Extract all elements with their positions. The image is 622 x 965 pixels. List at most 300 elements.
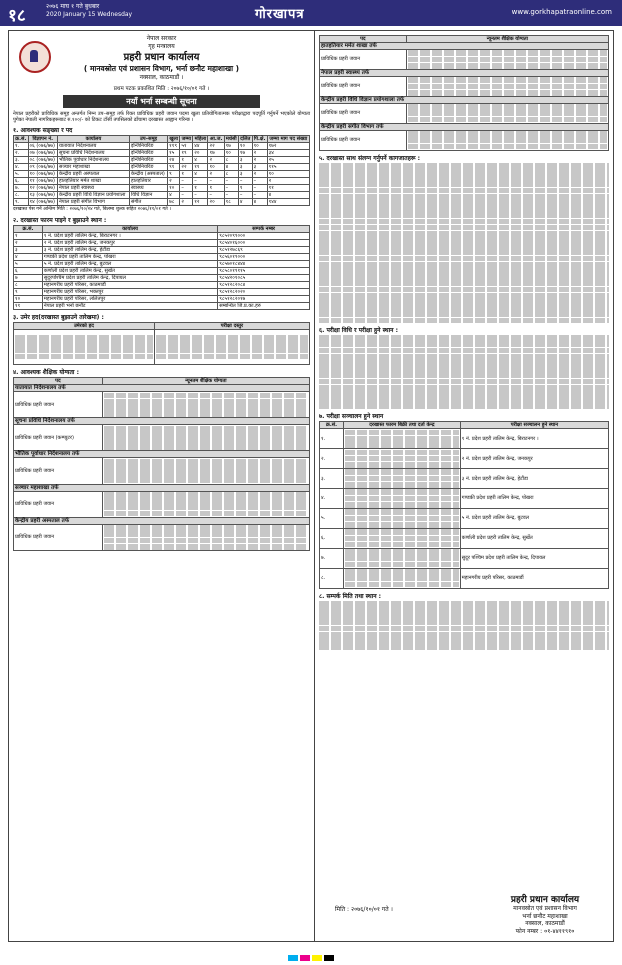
vacancy-cell: ०८ (०७६/७७) bbox=[28, 157, 57, 164]
post-cell: प्राविधिक प्रहरी जवान bbox=[14, 491, 103, 517]
vacancy-cell: ५१ bbox=[180, 143, 193, 150]
text-line bbox=[104, 399, 308, 405]
vacancy-cell: १२ (०७६/७७) bbox=[28, 185, 57, 192]
text-line bbox=[319, 341, 609, 347]
section4-title: ४. आवश्यक शैक्षिक योग्यता : bbox=[13, 369, 79, 377]
contact-cell: सम्बन्धित जि.प्र.का.हरु bbox=[218, 303, 310, 310]
text-line bbox=[408, 117, 607, 123]
newspaper-logo: गोरखापत्र bbox=[255, 7, 305, 22]
qual-header: न्यूनतम शैक्षिक योग्यता bbox=[102, 378, 309, 385]
section5-title: ५. दरखास्त साथ संलग्न गर्नुपर्ने कागजातहरू : bbox=[319, 154, 421, 162]
vacancy-cell: ४ bbox=[252, 199, 267, 206]
text-line bbox=[319, 280, 609, 286]
qual-header: न्यूनतम शैक्षिक योग्यता bbox=[406, 36, 608, 43]
vacancy-cell: – bbox=[252, 178, 267, 185]
vacancy-cell: इन्जिनियरिङ bbox=[129, 150, 167, 157]
text-line bbox=[319, 644, 609, 650]
vacancy-cell: ०९ (०७६/७७) bbox=[28, 164, 57, 171]
text-line bbox=[408, 110, 607, 116]
exam-header: क्र.सं. bbox=[320, 422, 344, 429]
vacancy-header: पि.क्षे. bbox=[253, 136, 266, 143]
vacancy-cell: सञ्चार महाशाखा bbox=[57, 164, 129, 171]
text-line bbox=[319, 638, 609, 644]
table-row: ८. महानगरीय प्रहरी परिसर, काठमाडौं bbox=[320, 568, 609, 588]
contact-cell: ९८५१२८२०१७ bbox=[218, 296, 310, 303]
vacancy-cell: १० bbox=[267, 171, 309, 178]
text-line bbox=[104, 525, 308, 531]
section3-title: ३. उमेर हद(दरखास्त बुझाउने तारेखमा) : bbox=[13, 314, 104, 322]
table-row bbox=[14, 240, 310, 247]
vacancy-cell: केन्द्रीय (अस्पताल) bbox=[129, 171, 167, 178]
contact-cell: ४ bbox=[14, 254, 43, 261]
vacancy-cell: १३ (०७६/७७) bbox=[28, 192, 57, 199]
text-line bbox=[104, 426, 308, 432]
vacancy-cell: २ bbox=[252, 171, 267, 178]
table-row bbox=[14, 199, 310, 206]
text-line bbox=[345, 529, 459, 535]
vacancy-cell: १७ bbox=[224, 143, 238, 150]
vacancy-cell: १७ bbox=[238, 150, 252, 157]
vacancy-cell: २ bbox=[168, 178, 180, 185]
contact-cell: ९८५४२०१०८५ bbox=[218, 275, 310, 282]
text-line bbox=[319, 318, 609, 324]
text-line bbox=[319, 200, 609, 206]
website-url[interactable]: www.gorkhapatraonline.com bbox=[511, 8, 612, 16]
qualification-cell bbox=[102, 425, 309, 451]
exam-header: दरखास्त फारम बिक्री तथा दर्ता केन्द्र bbox=[344, 422, 461, 429]
vacancy-cell: ४ bbox=[193, 157, 208, 164]
contact-cell: ९ bbox=[14, 289, 43, 296]
text-line bbox=[104, 411, 308, 417]
text-line bbox=[319, 206, 609, 212]
text-line bbox=[345, 575, 459, 581]
text-line bbox=[319, 354, 609, 360]
text-line bbox=[345, 496, 459, 502]
qualification-table bbox=[13, 377, 310, 551]
text-line bbox=[408, 63, 607, 69]
vacancy-cell: यातायात निर्देशनालय bbox=[57, 143, 129, 150]
text-line bbox=[319, 212, 609, 218]
table-row bbox=[14, 254, 310, 261]
vacancy-cell: २ bbox=[208, 171, 224, 178]
text-line bbox=[319, 181, 609, 187]
vacancy-cell: संगीत bbox=[129, 199, 167, 206]
text-line bbox=[319, 391, 609, 397]
vacancy-cell: २ bbox=[267, 178, 309, 185]
text-line bbox=[319, 225, 609, 231]
vacancy-cell: १ bbox=[238, 185, 252, 192]
group-title: केन्द्रीय प्रहरी संगीत विभाग तर्फ bbox=[320, 123, 609, 130]
vacancy-cell: इन्जिनियरिङ bbox=[129, 164, 167, 171]
group-title: हातहतियार मर्मत शाखा तर्फ bbox=[320, 43, 609, 50]
table-row bbox=[14, 157, 310, 164]
text-line bbox=[104, 465, 308, 471]
text-line bbox=[408, 90, 607, 96]
qual-header: पद bbox=[320, 36, 407, 43]
table-row bbox=[14, 282, 310, 289]
vacancy-cell: ७८ bbox=[168, 199, 180, 206]
table-row bbox=[14, 171, 310, 178]
text-line bbox=[319, 397, 609, 403]
qualification-cell bbox=[406, 76, 608, 96]
text-line bbox=[319, 348, 609, 354]
post-cell: प्राविधिक प्रहरी जवान bbox=[320, 103, 407, 123]
group-title: यातायात निर्देशनालय तर्फ bbox=[14, 385, 310, 392]
publish-date: प्रथम पटक प्रकाशित मिति : २०७६/१०/०१ गते । bbox=[113, 86, 210, 92]
vacancy-cell: ३. bbox=[14, 157, 29, 164]
contact-notes bbox=[319, 601, 609, 650]
vacancy-cell: नेपाल प्रहरी संगीत विभाग bbox=[57, 199, 129, 206]
notice-band: नयाँ भर्ना सम्बन्धी सूचना bbox=[63, 95, 260, 108]
table-row bbox=[14, 289, 310, 296]
qualification-cell bbox=[102, 491, 309, 517]
color-registration-bar bbox=[0, 946, 622, 956]
age-header: उमेरको हद bbox=[14, 323, 155, 330]
vacancy-header: जम्मा bbox=[181, 136, 192, 143]
vacancy-cell: १० bbox=[168, 185, 180, 192]
department-title: ( मानवस्रोत एवं प्रशासन विभाग, भर्ना छनौट महाशाखा ) bbox=[83, 64, 240, 73]
exam-header: परीक्षा सञ्चालन हुने स्थान bbox=[460, 422, 608, 429]
table-row bbox=[14, 268, 310, 275]
vacancy-header: मधेसी bbox=[225, 136, 237, 143]
vacancy-cell: १ bbox=[180, 171, 193, 178]
advertisement-box bbox=[8, 30, 614, 942]
text-line bbox=[319, 299, 609, 305]
table-row bbox=[14, 192, 310, 199]
exam-method-list bbox=[319, 335, 609, 409]
text-line bbox=[345, 476, 459, 482]
text-line bbox=[319, 219, 609, 225]
vacancy-cell: ११ bbox=[193, 164, 208, 171]
vacancy-cell: स्वास्थ्य bbox=[129, 185, 167, 192]
contact-cell: ९८५१२७८६९ bbox=[218, 247, 310, 254]
text-line bbox=[345, 562, 459, 568]
documents-list bbox=[319, 163, 609, 323]
vacancy-cell: – bbox=[180, 185, 193, 192]
vacancy-cell: केन्द्रीय प्रहरी अस्पताल bbox=[57, 171, 129, 178]
text-line bbox=[319, 366, 609, 372]
text-line bbox=[408, 144, 607, 150]
text-line bbox=[345, 430, 459, 436]
text-line bbox=[408, 77, 607, 83]
table-row bbox=[14, 233, 310, 240]
text-line bbox=[319, 360, 609, 366]
vacancy-cell: – bbox=[208, 178, 224, 185]
text-line bbox=[319, 601, 609, 607]
text-line bbox=[319, 372, 609, 378]
vacancy-cell: १० bbox=[208, 164, 224, 171]
vacancy-cell: ७. bbox=[14, 185, 29, 192]
text-line bbox=[104, 405, 308, 411]
text-line bbox=[408, 131, 607, 137]
vacancy-cell: २४ bbox=[168, 157, 180, 164]
qualification-cell bbox=[102, 392, 309, 418]
page-number: १८ bbox=[8, 6, 26, 26]
contact-cell: ९८५८०१९११५ bbox=[218, 268, 310, 275]
vacancy-cell: इन्जिनियरिङ bbox=[129, 143, 167, 150]
vacancy-cell: ११ bbox=[267, 185, 309, 192]
table-row: ४. गण्डकी प्रदेश प्रहरी तालिम केन्द्र, पोखरा bbox=[320, 489, 609, 509]
contact-cell: ९८५१२८२०८४ bbox=[218, 282, 310, 289]
vacancy-table bbox=[13, 135, 310, 206]
section6-title: ६. परीक्षा विधि र परीक्षा हुने स्थान : bbox=[319, 327, 399, 335]
contact-cell: ८ bbox=[14, 282, 43, 289]
text-line bbox=[319, 194, 609, 200]
contact-cell: ९८५४०१६००० bbox=[218, 240, 310, 247]
contact-cell: २ bbox=[14, 240, 43, 247]
vacancy-cell: सूचना प्रविधि निर्देशनालय bbox=[57, 150, 129, 157]
vacancy-cell: ४ bbox=[224, 164, 238, 171]
vacancy-cell: ९१ bbox=[168, 164, 180, 171]
text-line bbox=[319, 626, 609, 632]
vacancy-cell: २ bbox=[252, 157, 267, 164]
vacancy-cell: ४ bbox=[168, 192, 180, 199]
section8-title: ८. सम्पर्क मिति तथा स्थान : bbox=[319, 592, 382, 600]
text-line bbox=[345, 442, 459, 448]
vacancy-cell: हातहतियार bbox=[129, 178, 167, 185]
vacancy-cell: – bbox=[180, 192, 193, 199]
text-line bbox=[104, 432, 308, 438]
notice-heading: नेपाल सरकार गृह मन्त्रालय प्रहरी प्रधान कार्यालय ( मानवस्रोत एवं प्रशासन विभाग, भर्ना छनौट महाशाखा ) नक्साल, काठमाडौं । bbox=[13, 35, 310, 82]
post-cell: प्राविधिक प्रहरी जवान bbox=[320, 50, 407, 70]
vacancy-cell: ५. bbox=[14, 171, 29, 178]
contact-header: कार्यालय bbox=[42, 226, 217, 233]
contact-cell: ११ bbox=[14, 303, 43, 310]
vacancy-cell: १७ bbox=[208, 150, 224, 157]
vacancy-cell: १ bbox=[193, 185, 208, 192]
vacancy-cell: ८. bbox=[14, 192, 29, 199]
table-row bbox=[14, 275, 310, 282]
qualification-cell bbox=[406, 103, 608, 123]
vacancy-cell: ४ bbox=[267, 192, 309, 199]
text-line bbox=[345, 469, 459, 475]
text-line bbox=[345, 582, 459, 588]
text-line bbox=[345, 522, 459, 528]
text-line bbox=[104, 538, 308, 544]
office-contact-table bbox=[13, 225, 310, 310]
vacancy-cell: – bbox=[180, 178, 193, 185]
table-row bbox=[14, 261, 310, 268]
vacancy-cell: १ bbox=[208, 185, 224, 192]
vacancy-cell: १९ bbox=[180, 150, 193, 157]
issue-date-footer: मिति : २०७६/१०/०१ गते । bbox=[335, 906, 393, 913]
text-line bbox=[345, 450, 459, 456]
contact-cell: ७ bbox=[14, 275, 43, 282]
vacancy-cell: ३ bbox=[238, 171, 252, 178]
text-line bbox=[104, 393, 308, 399]
vacancy-cell: – bbox=[208, 192, 224, 199]
table-row: १. १ नं. प्रदेश प्रहरी तालिम केन्द्र, बिराटनगर । bbox=[320, 429, 609, 449]
contact-cell: ३ bbox=[14, 247, 43, 254]
nepal-police-emblem-icon bbox=[19, 41, 51, 73]
vacancy-header: खुला bbox=[169, 136, 179, 143]
vacancy-cell: २० bbox=[208, 199, 224, 206]
section7-title: ७. परीक्षा सञ्चालन हुने स्थान bbox=[319, 413, 384, 421]
contact-cell: महानगरीय प्रहरी परिसर, भक्तपुर bbox=[42, 289, 217, 296]
text-line bbox=[345, 502, 459, 508]
text-line bbox=[345, 482, 459, 488]
text-line bbox=[345, 536, 459, 542]
table-row bbox=[14, 178, 310, 185]
vacancy-header: विज्ञापन नं. bbox=[28, 136, 57, 143]
text-line bbox=[345, 516, 459, 522]
text-line bbox=[319, 169, 609, 175]
qualification-cell bbox=[406, 130, 608, 150]
qualification-cell bbox=[102, 458, 309, 484]
vacancy-cell: १५ bbox=[168, 150, 180, 157]
text-line bbox=[345, 436, 459, 442]
vacancy-cell: १. bbox=[14, 143, 29, 150]
vacancy-header: महिला bbox=[194, 136, 207, 143]
text-line bbox=[319, 175, 609, 181]
text-line bbox=[319, 619, 609, 625]
table-row bbox=[14, 164, 310, 171]
text-line bbox=[319, 632, 609, 638]
vacancy-cell: १७२ bbox=[267, 143, 309, 150]
contact-cell: कर्णाली प्रदेश प्रहरी तालिम केन्द्र, सुर्खेत bbox=[42, 268, 217, 275]
vacancy-cell: २. bbox=[14, 150, 29, 157]
group-title: सूचना प्रविधि निर्देशनालय तर्फ bbox=[14, 418, 310, 425]
text-line bbox=[345, 462, 459, 468]
text-line bbox=[319, 249, 609, 255]
text-line bbox=[408, 57, 607, 63]
vacancy-header: कार्यालय bbox=[57, 136, 129, 143]
text-line bbox=[104, 459, 308, 465]
vacancy-cell: १० bbox=[238, 143, 252, 150]
vacancy-cell: ३ bbox=[238, 157, 252, 164]
left-column bbox=[9, 31, 315, 941]
vacancy-cell: १० bbox=[252, 143, 267, 150]
text-line bbox=[104, 531, 308, 537]
deadline-note: दरखास्त पेस गर्ने अन्तिम मिति : २०७६/१०/२४ गते, बिलम्ब शुल्क सहित २०७६/११/०१ गते । bbox=[13, 207, 172, 213]
vacancy-cell: २२ bbox=[208, 143, 224, 150]
vacancy-cell: – bbox=[252, 185, 267, 192]
text-line bbox=[319, 163, 609, 169]
text-line bbox=[408, 84, 607, 90]
text-line bbox=[345, 509, 459, 515]
post-cell: प्राविधिक प्रहरी जवान bbox=[320, 130, 407, 150]
contact-cell: ५ नं. प्रदेश प्रहरी तालिम केन्द्र, बुटवल bbox=[42, 261, 217, 268]
vacancy-cell: – bbox=[193, 178, 208, 185]
office-title: प्रहरी प्रधान कार्यालय bbox=[123, 52, 200, 63]
vacancy-header: दलित bbox=[240, 136, 251, 143]
text-line bbox=[104, 511, 308, 517]
vacancy-cell: १८ bbox=[224, 199, 238, 206]
vacancy-cell: विधि विज्ञान bbox=[129, 192, 167, 199]
group-title: केन्द्रीय प्रहरी विधि विज्ञान प्रयोगशाला तर्फ bbox=[320, 96, 609, 103]
group-title: सञ्चार महाशाखा तर्फ bbox=[14, 484, 310, 491]
text-line bbox=[319, 256, 609, 262]
text-line bbox=[345, 555, 459, 561]
vacancy-cell: १० (०७६/७७) bbox=[28, 171, 57, 178]
vacancy-cell: १० bbox=[224, 150, 238, 157]
table-row bbox=[14, 143, 310, 150]
post-cell: प्राविधिक प्रहरी जवान bbox=[14, 524, 103, 550]
contact-cell: ६ bbox=[14, 268, 43, 275]
vacancy-cell: ११ (०७६/७७) bbox=[28, 178, 57, 185]
contact-header: क्र.सं. bbox=[14, 226, 43, 233]
contact-cell: महानगरीय प्रहरी परिसर, काठमाडौं bbox=[42, 282, 217, 289]
text-line bbox=[345, 549, 459, 555]
vacancy-cell: ३ bbox=[252, 164, 267, 171]
text-line bbox=[345, 542, 459, 548]
vacancy-cell: ३४ bbox=[267, 150, 309, 157]
vacancy-cell: १४ (०७६/७७) bbox=[28, 199, 57, 206]
text-line bbox=[104, 471, 308, 477]
text-line bbox=[104, 438, 308, 444]
vacancy-cell: – bbox=[238, 178, 252, 185]
post-cell: प्राविधिक प्रहरी जवान (कम्प्युटर) bbox=[14, 425, 103, 451]
vacancy-header: आ.ज. bbox=[209, 136, 223, 143]
vacancy-cell: ८ bbox=[224, 171, 238, 178]
vacancy-cell: – bbox=[224, 178, 238, 185]
text-line bbox=[345, 489, 459, 495]
vacancy-cell: – bbox=[238, 192, 252, 199]
vacancy-header: क्र.सं. bbox=[15, 136, 27, 143]
text-line bbox=[319, 403, 609, 409]
page-header bbox=[0, 0, 622, 26]
text-line bbox=[104, 492, 308, 498]
right-column bbox=[315, 31, 613, 941]
text-line bbox=[345, 569, 459, 575]
contact-header: सम्पर्क नम्बर bbox=[218, 226, 310, 233]
vacancy-cell: ११५ bbox=[267, 164, 309, 171]
vacancy-cell: केन्द्रीय प्रहरी विधि विज्ञान प्रयोगशाला bbox=[57, 192, 129, 199]
vacancy-cell: ४४ bbox=[193, 143, 208, 150]
vacancy-cell: ८ bbox=[224, 157, 238, 164]
intro-paragraph: नेपाल प्रहरीको प्राविधिक समूह अन्तर्गत निम्न उप–समूह तर्फ रिक्त प्राविधिक प्रहरी जवान पदमा खुला प्रतियोगितात्मक परीक्षाद्वारा पदपूर्ति गर्नुपर्ने भएकोले योग्यता पुगेका नेपाली नागरिकहरूबाट रु.१००/- को टिकट टाँसी तपसिलको ढाँचामा दरखास्त आह्वान गरिन्छ । bbox=[13, 111, 310, 124]
vacancy-cell: २२ bbox=[180, 164, 193, 171]
vacancy-cell: ४ bbox=[238, 199, 252, 206]
vacancy-cell: ११९ bbox=[168, 143, 180, 150]
text-line bbox=[408, 104, 607, 110]
post-cell: प्राविधिक प्रहरी जवान bbox=[14, 458, 103, 484]
group-title: भौतिक पूर्वाधार निर्देशनालय तर्फ bbox=[14, 451, 310, 458]
text-line bbox=[319, 311, 609, 317]
contact-cell: सुदूरपश्चिम प्रदेश प्रहरी तालिम केन्द्र, दिपायल bbox=[42, 275, 217, 282]
vacancy-cell: ९. bbox=[14, 199, 29, 206]
vacancy-cell: ४ bbox=[193, 171, 208, 178]
table-row: ३. ३ नं. प्रदेश प्रहरी तालिम केन्द्र, हेटौंडा bbox=[320, 469, 609, 489]
text-line bbox=[319, 287, 609, 293]
qualification-cell bbox=[406, 50, 608, 70]
contact-cell: २ नं. प्रदेश प्रहरी तालिम केन्द्र, जनकपुर bbox=[42, 240, 217, 247]
vacancy-cell: ९ bbox=[168, 171, 180, 178]
table-row bbox=[14, 247, 310, 254]
vacancy-cell: नेपाल प्रहरी स्वास्थ्य bbox=[57, 185, 129, 192]
exam-centre-table bbox=[319, 421, 609, 589]
vacancy-cell: इन्जिनियरिङ bbox=[129, 157, 167, 164]
vacancy-cell: ०७ (०७६/७७) bbox=[28, 150, 57, 157]
vacancy-cell: ४. bbox=[14, 164, 29, 171]
text-line bbox=[319, 268, 609, 274]
signature-block: प्रहरी प्रधान कार्यालय मानवस्रोत एवं प्रशासन विभाग भर्ना छनौट महाशाखा नक्साल, काठमाडौं फोन नम्बर : ०१-४४११९१० bbox=[510, 895, 580, 935]
qual-header: पद bbox=[14, 378, 103, 385]
vacancy-cell: – bbox=[224, 185, 238, 192]
vacancy-cell: २ bbox=[252, 150, 267, 157]
group-title: केन्द्रीय प्रहरी अस्पताल तर्फ bbox=[14, 517, 310, 524]
text-line bbox=[319, 231, 609, 237]
text-line bbox=[345, 456, 459, 462]
table-row: ५. ५ नं. प्रदेश प्रहरी तालिम केन्द्र, बुटवल bbox=[320, 508, 609, 528]
section1-title: १. आवश्यक सङ्ख्या र पद bbox=[13, 127, 73, 135]
vacancy-cell: – bbox=[224, 192, 238, 199]
text-line bbox=[408, 50, 607, 56]
contact-cell: ५ bbox=[14, 261, 43, 268]
table-row bbox=[14, 185, 310, 192]
text-line bbox=[319, 607, 609, 613]
text-line bbox=[104, 477, 308, 483]
